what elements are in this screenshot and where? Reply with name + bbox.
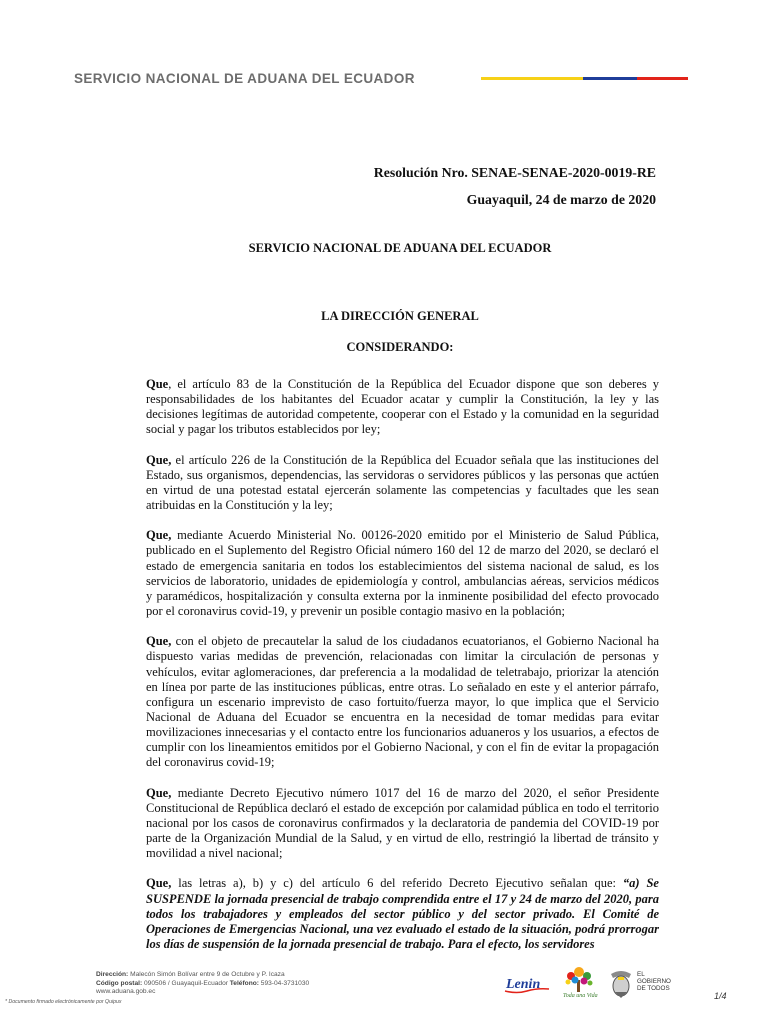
paragraph-lead: Que	[146, 377, 169, 391]
heading-institution: SERVICIO NACIONAL DE ADUANA DEL ECUADOR	[248, 241, 552, 255]
header-institution-title: SERVICIO NACIONAL DE ADUANA DEL ECUADOR	[74, 71, 415, 86]
paragraph-lead: Que,	[146, 785, 172, 800]
toda-una-vida-caption: Toda una Vida	[563, 993, 598, 999]
considerando-paragraph	[146, 876, 659, 952]
paragraph-lead: Que,	[146, 452, 172, 467]
paragraph-quote: “a) Se SUSPENDE la jornada presencial de trabajo comprendida entre el 17 y 24 de marzo del 2020, para todos los trabajadores y empleados del sector público y del sector privado. El Comité de Operaciones de Emergencias Nacional, una vez evaluado el estado de la situación, podrá prorrogar los días de suspensión de la jornada presencial de trabajo. Para el efecto, los servidores	[146, 876, 659, 951]
paragraph-text: mediante Decreto Ejecutivo número 1017 del 16 de marzo del 2020, el señor Presidente Constitucional de República declaró el estado de excepción por calamidad pública en todo el territorio nacional por los casos de coronavirus confirmados y la declaratoria de pandemia del COVID-19 por parte de la Organización Mundial de la Salud, y en virtud de ello, restringió la libertad de tránsito y movilidad a nivel nacional;	[146, 785, 659, 861]
coat-of-arms-icon	[607, 968, 635, 1000]
paragraph-text: las letras a), b) y c) del artículo 6 del referido Decreto Ejecutivo señalan que:	[171, 876, 623, 891]
considerando-paragraph	[146, 453, 659, 514]
paragraph-text: mediante Acuerdo Ministerial No. 00126-2020 emitido por el Ministerio de Salud Pública, publicado en el Suplemento del Registro Oficial número 160 del 12 de marzo del 2020, se declaró el estado de emergencia sanitaria en todos los establecimientos del sistema nacional de salud, es los servicios de laboratorio, unidades de epidemiología y control, ambulancias aéreas, servicios médicos y paramédicos, hospitalización y consulta externa por la inminente posibilidad del efecto provocado por el coronavirus covid-19, y prevenir un posible contagio masivo en la población;	[146, 528, 659, 619]
document-body	[146, 377, 659, 967]
flag-bar-red	[637, 77, 688, 80]
paragraph-text: con el objeto de precautelar la salud de los ciudadanos ecuatorianos, el Gobierno Nacional ha dispuesto varias medidas de prevención, relacionadas con limitar la circulación de personas y vehículos, evitar aglomeraciones, dar preferencia a la modalidad de teletrabajo, priorizar la atención en línea por parte de las instituciones públicas, entre otras. Lo señalado en este y el anterior párrafo, configura un escenario imprevisto de caso fortuito/fuerza mayor, lo que implica que el Servicio Nacional de Aduana del Ecuador se encuentra en la necesidad de tomar medidas para evitar movilizaciones innecesarias y el contacto entre los funcionarios aduaneros y los usuarios, a efectos de cumplir con los lineamientos emitidos por el Gobierno Nacional, y con el fin de evitar la propagación del coronavirus covid-19;	[146, 634, 659, 770]
lenin-logo	[503, 974, 551, 996]
considerando-paragraph	[146, 786, 659, 862]
toda-una-vida-tree-icon	[562, 966, 596, 994]
signature-note: * Documento firmado electrónicamente por Quipux	[5, 999, 122, 1005]
el-gobierno-de-todos-logo	[637, 971, 671, 992]
gob-logo-line: EL	[637, 971, 645, 978]
considerando-paragraph	[146, 528, 659, 619]
paragraph-text: , el artículo 83 de la Constitución de la República del Ecuador dispone que son deberes y responsabilidades de los habitantes del Ecuador acatar y cumplir la Constitución, la ley y las decisiones legítimas de autoridad competente, cooperar con el Estado y la comunidad en la seguridad social y pagar los tributos establecidos por ley;	[146, 377, 659, 437]
footer-website[interactable]: www.aduana.gob.ec	[96, 988, 156, 996]
gob-logo-line: DE TODOS	[637, 985, 670, 992]
flag-bar-yellow	[481, 77, 583, 80]
page-number: 1/4	[714, 991, 727, 1001]
paragraph-text: el artículo 226 de la Constitución de la República del Ecuador señala que las instituciones del Estado, sus organismos, dependencias, las servidoras o servidores públicos y las personas que actúen en virtud de una potestad estatal ejercerán solamente las competencias y facultades que les sean atribuidas en la Constitución y la ley;	[146, 452, 659, 513]
paragraph-lead: Que,	[146, 876, 172, 891]
paragraph-lead: Que,	[146, 634, 172, 649]
footer-postal-line: Código postal: 090506 / Guayaquil-Ecuador Teléfono: 593-04-3731030	[96, 979, 310, 987]
gob-logo-line: GOBIERNO	[637, 978, 671, 985]
footer-address-line: Dirección: Malecón Simón Bolívar entre 9 de Octubre y P. Icaza	[96, 971, 285, 978]
considerando-paragraph	[146, 634, 659, 770]
flag-bar-blue	[583, 77, 637, 80]
lenin-logo-text: Lenin	[506, 977, 541, 992]
heading-considering: CONSIDERANDO:	[346, 340, 454, 354]
considerando-paragraph	[146, 377, 659, 438]
resolution-place-date: Guayaquil, 24 de marzo de 2020	[466, 192, 656, 207]
heading-direction: LA DIRECCIÓN GENERAL	[321, 309, 479, 323]
footer-contact	[96, 971, 309, 997]
paragraph-lead: Que,	[146, 528, 172, 543]
resolution-number: Resolución Nro. SENAE-SENAE-2020-0019-RE	[373, 165, 656, 180]
